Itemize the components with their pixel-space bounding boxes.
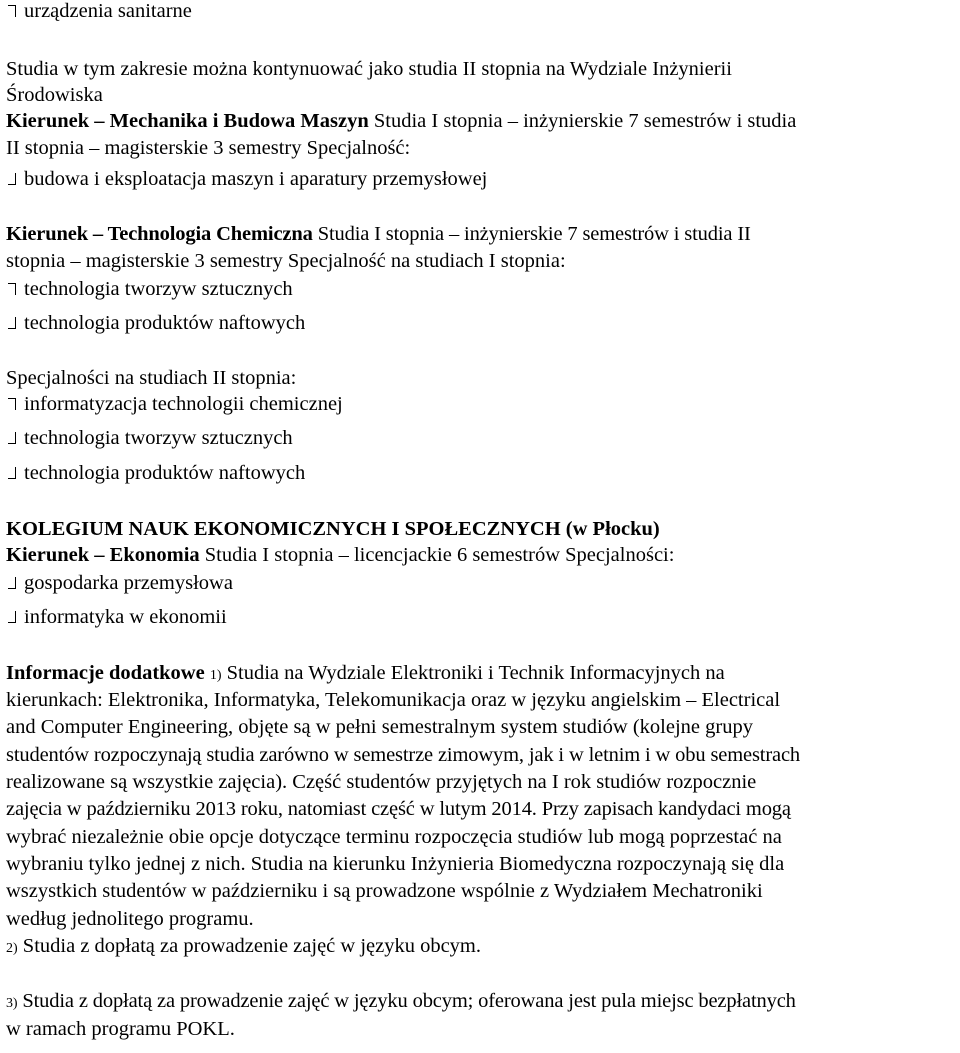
list-bullet-icon [8, 283, 16, 295]
program-line [6, 542, 674, 569]
program-text: Studia I stopnia – inżynierskie 7 semestrów i studia [368, 110, 797, 132]
paragraph-line: wszystkich studentów w październiku i są prowadzone wspólnie z Wydziałem Mechatroniki [6, 880, 763, 902]
footnote-text: Studia z dopłatą za prowadzenie zajęć w języku obcym; oferowana jest pula miejsc bezpłatnych [17, 990, 796, 1012]
paragraph-line: wybraniu tylko jednej z nich. Studia na kierunku Inżynieria Biomedyczna rozpoczynają się dla [6, 853, 785, 875]
list-bullet-icon [8, 577, 16, 589]
footnote-text: Studia z dopłatą za prowadzenie zajęć w języku obcym. [17, 935, 482, 957]
paragraph-line: według jednolitego programu. [6, 908, 254, 930]
list-item-text: technologia produktów naftowych [24, 312, 306, 334]
paragraph-line: wybrać niezależnie obie opcje dotyczące terminu rozpoczęcia studiów lub mogą poprzestać na [6, 826, 782, 848]
list-item-text: urządzenia sanitarne [24, 0, 192, 22]
paragraph-line: and Computer Engineering, objęte są w pełni semestralnym system studiów (kolejne grupy [6, 716, 753, 738]
program-label: Kierunek – Mechanika i Budowa Maszyn [6, 110, 369, 132]
list-item-text: informatyka w ekonomii [24, 606, 227, 628]
list-bullet-icon [8, 173, 16, 185]
list-item [6, 276, 293, 303]
program-label: Kierunek – Ekonomia [6, 544, 200, 566]
paragraph-line: Specjalności na studiach II stopnia: [6, 367, 297, 389]
list-bullet-icon [8, 317, 16, 329]
paragraph-line: stopnia – magisterskie 3 semestry Specjalność na studiach I stopnia: [6, 250, 566, 272]
program-label: Kierunek – Technologia Chemiczna [6, 223, 313, 245]
paragraph-line: studentów rozpoczynają studia zarówno w semestrze zimowym, jak i w letnim i w obu semestrach [6, 744, 801, 766]
program-line [6, 108, 796, 135]
program-text: Studia I stopnia – inżynierskie 7 semestrów i studia II [312, 223, 751, 245]
list-bullet-icon [8, 5, 16, 17]
paragraph-line: w ramach programu POKL. [6, 1018, 235, 1040]
program-line [6, 221, 751, 248]
footnote-number: 1) [209, 668, 222, 683]
list-item [6, 604, 227, 631]
list-bullet-icon [8, 432, 16, 444]
list-item [6, 460, 305, 487]
footnote-number: 2) [6, 941, 18, 956]
info-line [6, 660, 725, 689]
section-heading: KOLEGIUM NAUK EKONOMICZNYCH I SPOŁECZNYCH (w Płocku) [6, 518, 660, 540]
info-label: Informacje dodatkowe [6, 662, 205, 684]
list-item-text: technologia produktów naftowych [24, 462, 306, 484]
list-bullet-icon [8, 611, 16, 623]
info-text: Studia na Wydziale Elektroniki i Technik Informacyjnych na [221, 662, 725, 684]
paragraph-line: realizowane są wszystkie zajęcia). Część studentów przyjętych na I rok studiów rozpocznie [6, 771, 757, 793]
list-bullet-icon [8, 398, 16, 410]
list-item [6, 425, 293, 452]
footnote-line [6, 988, 796, 1017]
paragraph-line: Środowiska [6, 84, 103, 106]
list-item [6, 391, 343, 418]
list-item-text: informatyzacja technologii chemicznej [24, 393, 343, 415]
list-item [6, 310, 305, 337]
list-item [6, 166, 487, 193]
list-item-text: technologia tworzyw sztucznych [24, 427, 293, 449]
paragraph-line: zajęcia w październiku 2013 roku, natomiast część w lutym 2014. Przy zapisach kandydaci mogą [6, 798, 791, 820]
footnote-line [6, 933, 481, 962]
footnote-number: 3) [6, 996, 18, 1011]
list-item [6, 0, 192, 25]
list-item [6, 570, 233, 597]
list-item-text: gospodarka przemysłowa [24, 572, 233, 594]
list-item-text: technologia tworzyw sztucznych [24, 278, 293, 300]
list-item-text: budowa i eksploatacja maszyn i aparatury przemysłowej [24, 168, 488, 190]
program-text: Studia I stopnia – licencjackie 6 semestrów Specjalności: [199, 544, 675, 566]
paragraph-line: Studia w tym zakresie można kontynuować jako studia II stopnia na Wydziale Inżynierii [6, 58, 732, 80]
paragraph-line: II stopnia – magisterskie 3 semestry Specjalność: [6, 137, 411, 159]
list-bullet-icon [8, 467, 16, 479]
paragraph-line: kierunkach: Elektronika, Informatyka, Telekomunikacja oraz w języku angielskim – Electrical [6, 689, 781, 711]
